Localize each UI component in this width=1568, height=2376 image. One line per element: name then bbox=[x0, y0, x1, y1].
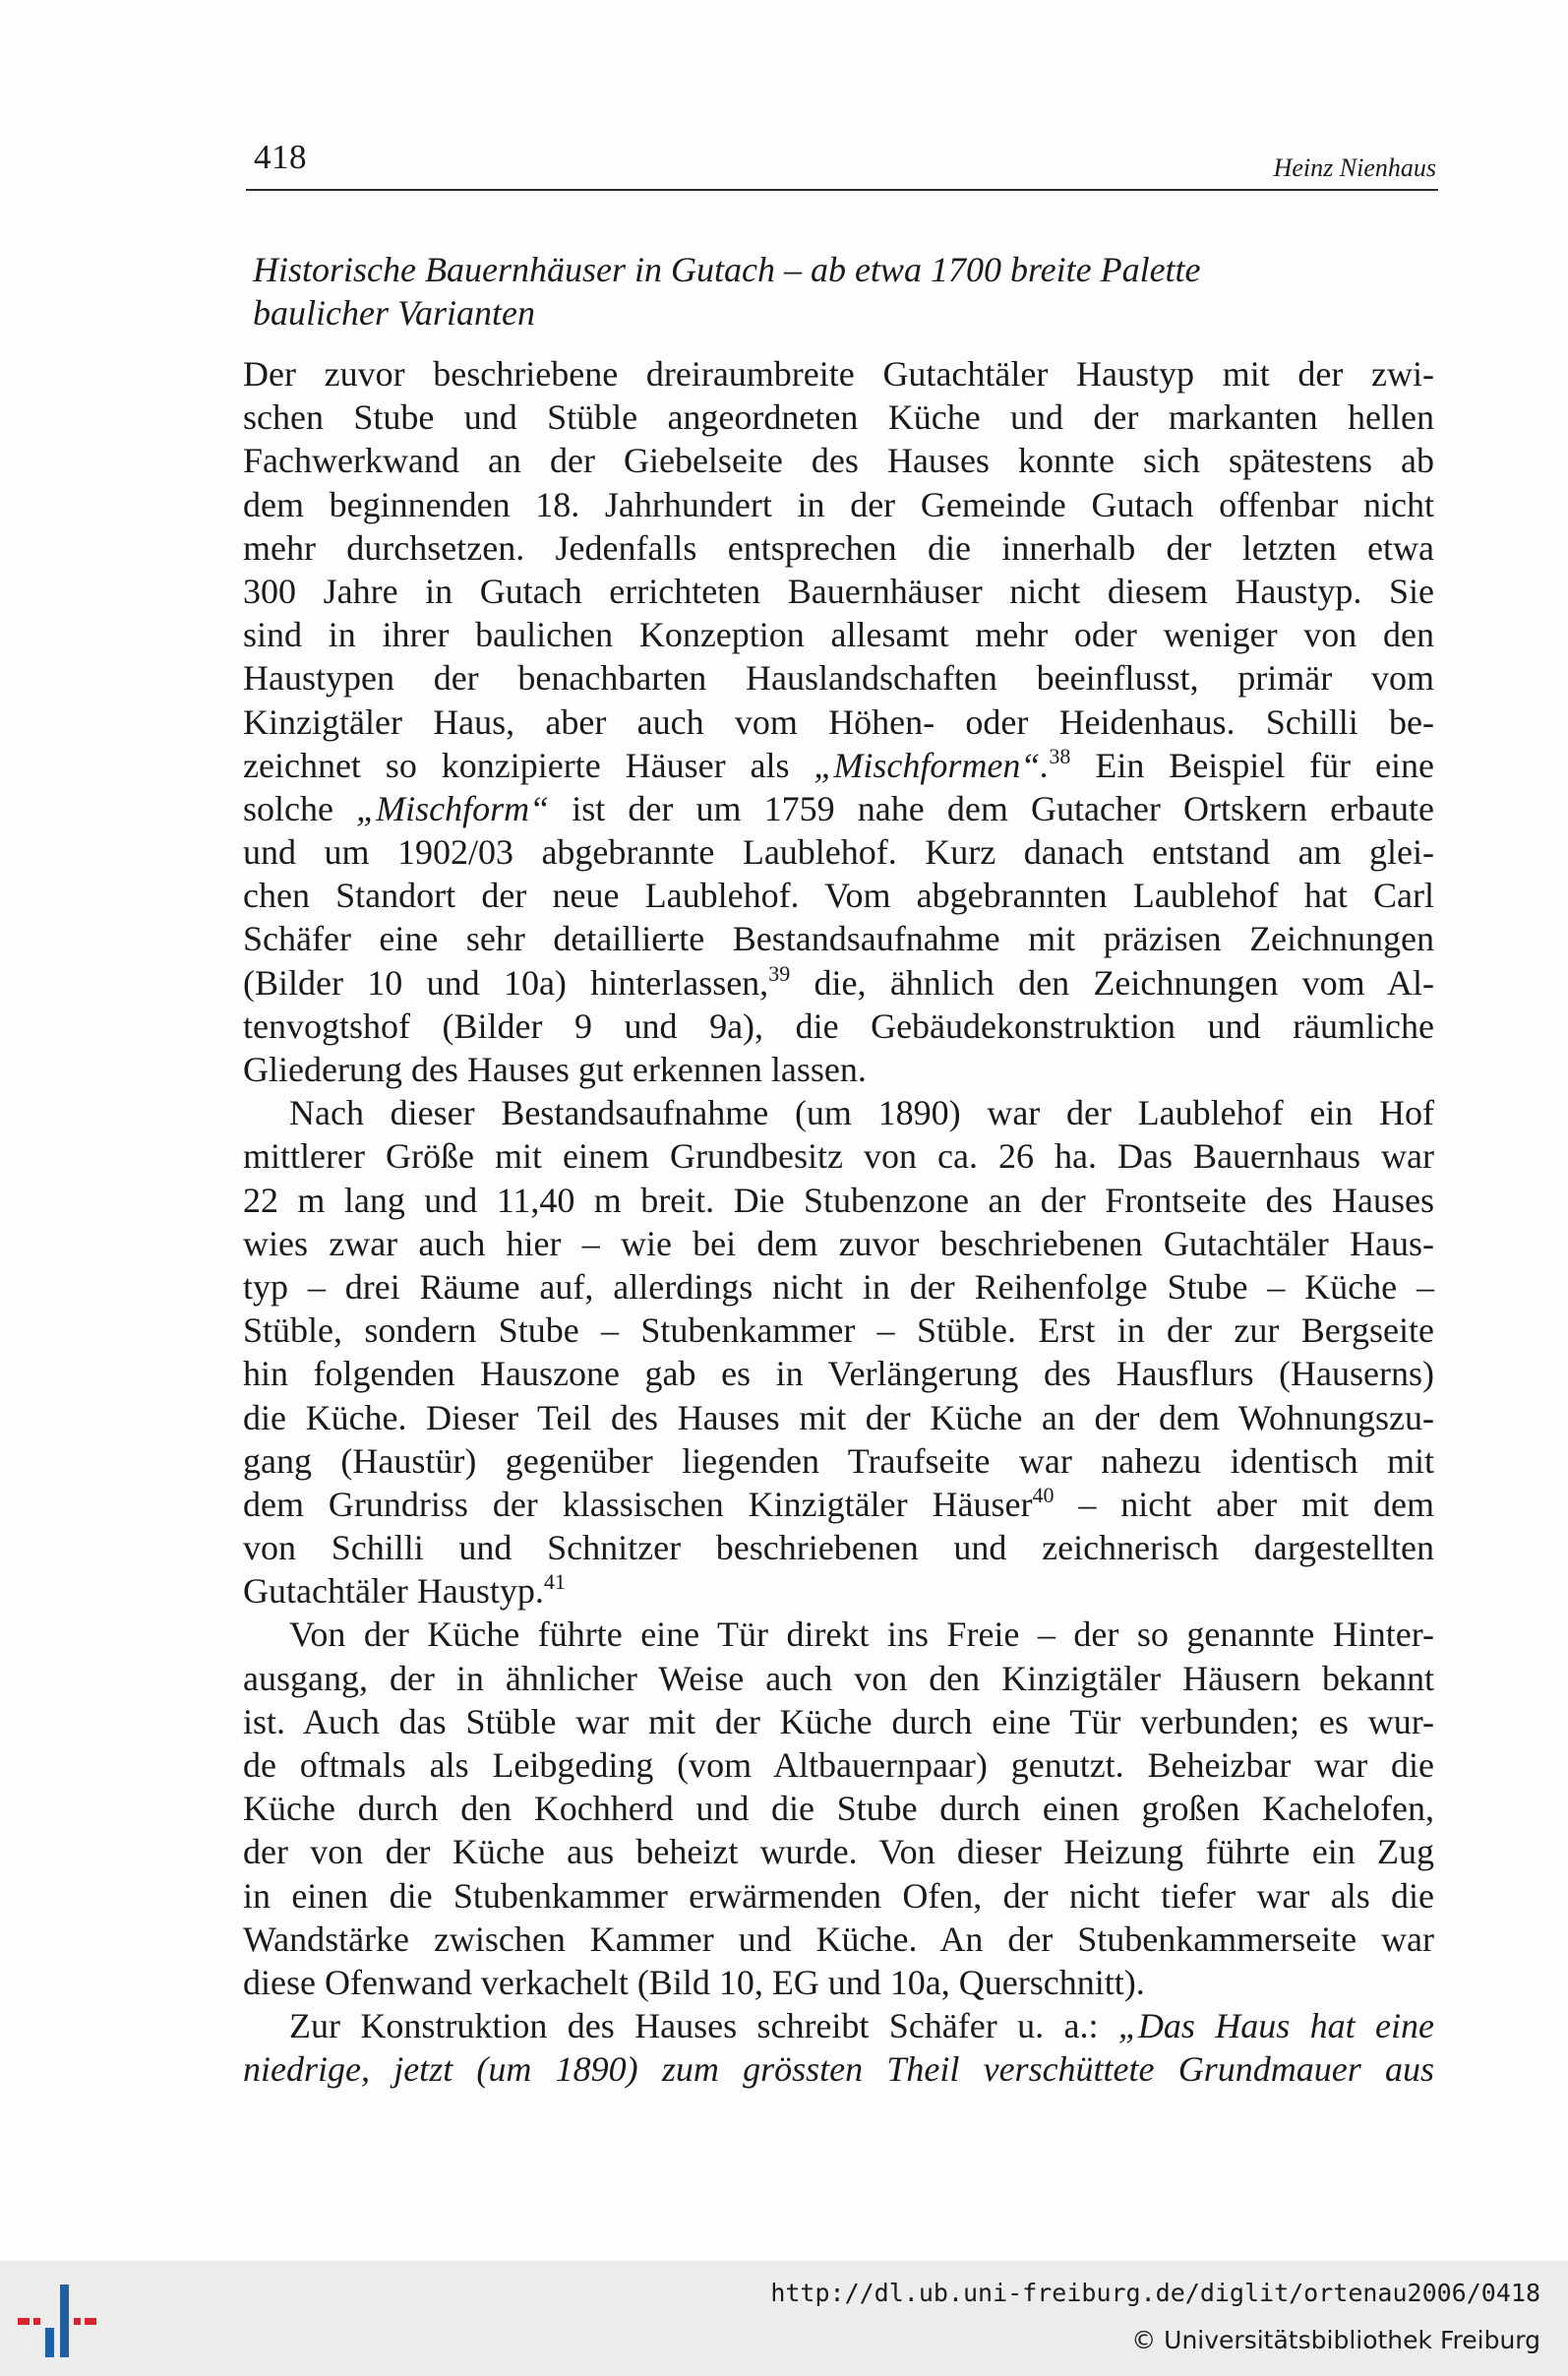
text-line bbox=[243, 2004, 1434, 2047]
logo-bar bbox=[85, 2318, 96, 2325]
logo-bar bbox=[33, 2318, 40, 2325]
logo-bar bbox=[74, 2318, 81, 2325]
text-line: Stüble, sondern Stube – Stubenkammer – Stüble. Erst in der zur Bergseite bbox=[243, 1310, 1434, 1351]
text-line: 22 m lang und 11,40 m breit. Die Stubenzone an der Frontseite des Hauses bbox=[243, 1180, 1434, 1220]
page-number: 418 bbox=[254, 138, 307, 176]
text-line: chen Standort der neue Laublehof. Vom abgebrannten Laublehof hat Carl bbox=[243, 876, 1434, 916]
section-heading-line: baulicher Varianten bbox=[253, 293, 535, 333]
text-line bbox=[243, 961, 1434, 1005]
text-span: dem Grundriss der klassischen Kinzigtäler Häuser bbox=[243, 1484, 1033, 1524]
text-span: ist der um 1759 nahe dem Gutacher Ortskern erbaute bbox=[549, 788, 1435, 828]
text-span: solche bbox=[243, 788, 357, 828]
text-line: dem beginnenden 18. Jahrhundert in der Gemeinde Gutach offenbar nicht bbox=[243, 484, 1434, 524]
text-line: mittlerer Größe mit einem Grundbesitz von ca. 26 ha. Das Bauernhaus war bbox=[243, 1136, 1434, 1177]
text-line: tenvogtshof (Bilder 9 und 9a), die Gebäudekonstruktion und räumliche bbox=[243, 1005, 1434, 1046]
logo-bar bbox=[60, 2285, 69, 2357]
text-line: Nach dieser Bestandsaufnahme (um 1890) war der Laublehof ein Hof bbox=[289, 1093, 1434, 1133]
quoted-text: niedrige, jetzt (um 1890) zum grössten Theil verschüttete Grundmauer aus bbox=[243, 2049, 1434, 2090]
footer-url-link[interactable]: http://dl.ub.uni-freiburg.de/diglit/ortenau2006/0418 bbox=[770, 2279, 1540, 2307]
text-line: gang (Haustür) gegenüber liegenden Traufseite war nahezu identisch mit bbox=[243, 1440, 1434, 1481]
quoted-term: „Mischform“ bbox=[356, 788, 550, 828]
text-span: Zur Konstruktion des Hauses schreibt Schäfer u. a.: bbox=[289, 2006, 1118, 2046]
page-header bbox=[246, 138, 1438, 191]
text-line: diese Ofenwand verkachelt (Bild 10, EG und 10a, Querschnitt). bbox=[243, 1962, 1145, 2002]
footnote-ref: 38 bbox=[1049, 743, 1071, 768]
text-line bbox=[243, 2047, 1434, 2091]
section-heading bbox=[253, 248, 1384, 335]
text-line: Schäfer eine sehr detaillierte Bestandsaufnahme mit präzisen Zeichnungen bbox=[243, 919, 1434, 959]
text-line: 300 Jahre in Gutach errichteten Bauernhäuser nicht diesem Haustyp. Sie bbox=[243, 571, 1434, 611]
text-line: Fachwerkwand an der Giebelseite des Hauses konnte sich spätestens ab bbox=[243, 441, 1434, 481]
text-span: Gutachtäler Haustyp. bbox=[243, 1571, 544, 1612]
text-line: Kinzigtäler Haus, aber auch vom Höhen- oder Heidenhaus. Schilli be- bbox=[243, 701, 1434, 742]
quoted-term: „Mischformen“. bbox=[814, 745, 1050, 785]
quoted-text: „Das Haus hat eine bbox=[1117, 2006, 1434, 2046]
logo-bar bbox=[45, 2328, 54, 2357]
text-span: (Bilder 10 und 10a) hinterlassen, bbox=[243, 962, 769, 1003]
text-line: die Küche. Dieser Teil des Hauses mit der Küche an der dem Wohnungszu- bbox=[243, 1397, 1434, 1437]
text-line: ist. Auch das Stüble war mit der Küche durch eine Tür verbunden; es wur- bbox=[243, 1701, 1434, 1741]
text-line: von Schilli und Schnitzer beschriebenen und zeichnerisch dargestellten bbox=[243, 1528, 1434, 1568]
text-line: Wandstärke zwischen Kammer und Küche. An der Stubenkammerseite war bbox=[243, 1919, 1434, 1959]
text-line: Gliederung des Hauses gut erkennen lassen. bbox=[243, 1050, 867, 1089]
running-head-author: Heinz Nienhaus bbox=[1273, 153, 1436, 182]
text-line: ausgang, der in ähnlicher Weise auch von den Kinzigtäler Häusern bekannt bbox=[243, 1658, 1434, 1698]
text-line bbox=[243, 1569, 1434, 1613]
text-line: und um 1902/03 abgebrannte Laublehof. Kurz danach entstand am glei- bbox=[243, 832, 1434, 873]
text-line: de oftmals als Leibgeding (vom Altbauernpaar) genutzt. Beheizbar war die bbox=[243, 1745, 1434, 1785]
text-line: sind in ihrer baulichen Konzeption allesamt mehr oder weniger von den bbox=[243, 615, 1434, 655]
text-line: in einen die Stubenkammer erwärmenden Ofen, der nicht tiefer war als die bbox=[243, 1875, 1434, 1916]
text-line: typ – drei Räume auf, allerdings nicht in der Reihenfolge Stube – Küche – bbox=[243, 1266, 1434, 1307]
footnote-ref: 39 bbox=[768, 960, 791, 986]
text-line: wies zwar auch hier – wie bei dem zuvor beschriebenen Gutachtäler Haus- bbox=[243, 1223, 1434, 1263]
text-span: – nicht aber mit dem bbox=[1054, 1484, 1434, 1524]
text-line bbox=[243, 787, 1434, 830]
footnote-ref: 40 bbox=[1032, 1482, 1055, 1507]
text-line: hin folgenden Hauszone gab es in Verlängerung des Hausflurs (Hauserns) bbox=[243, 1354, 1434, 1394]
text-span: die, ähnlich den Zeichnungen vom Al- bbox=[790, 962, 1434, 1003]
footnote-ref: 41 bbox=[543, 1569, 566, 1595]
logo-bar bbox=[18, 2318, 30, 2325]
text-line: Von der Küche führte eine Tür direkt ins Freie – der so genannte Hinter- bbox=[289, 1614, 1434, 1655]
text-line: mehr durchsetzen. Jedenfalls entsprechen die innerhalb der letzten etwa bbox=[243, 527, 1434, 568]
text-span: Ein Beispiel für eine bbox=[1070, 745, 1434, 785]
body-text bbox=[243, 352, 1434, 2092]
text-line: der von der Küche aus beheizt wurde. Von dieser Heizung führte ein Zug bbox=[243, 1832, 1434, 1872]
text-line bbox=[243, 744, 1434, 787]
text-line bbox=[243, 1483, 1434, 1526]
section-heading-line: Historische Bauernhäuser in Gutach – ab etwa 1700 breite Palette bbox=[253, 250, 1201, 289]
text-line: Haustypen der benachbarten Hauslandschaften beeinflusst, primär vom bbox=[243, 658, 1434, 699]
text-line: Der zuvor beschriebene dreiraumbreite Gutachtäler Haustyp mit der zwi- bbox=[243, 354, 1434, 394]
text-span: zeichnet so konzipierte Häuser als bbox=[243, 745, 814, 785]
library-logo-icon bbox=[18, 2285, 96, 2358]
footer-copyright: © Universitätsbibliothek Freiburg bbox=[1131, 2326, 1540, 2354]
text-line: schen Stube und Stüble angeordneten Küche und der markanten hellen bbox=[243, 397, 1434, 438]
text-line: Küche durch den Kochherd und die Stube durch einen großen Kachelofen, bbox=[243, 1789, 1434, 1829]
